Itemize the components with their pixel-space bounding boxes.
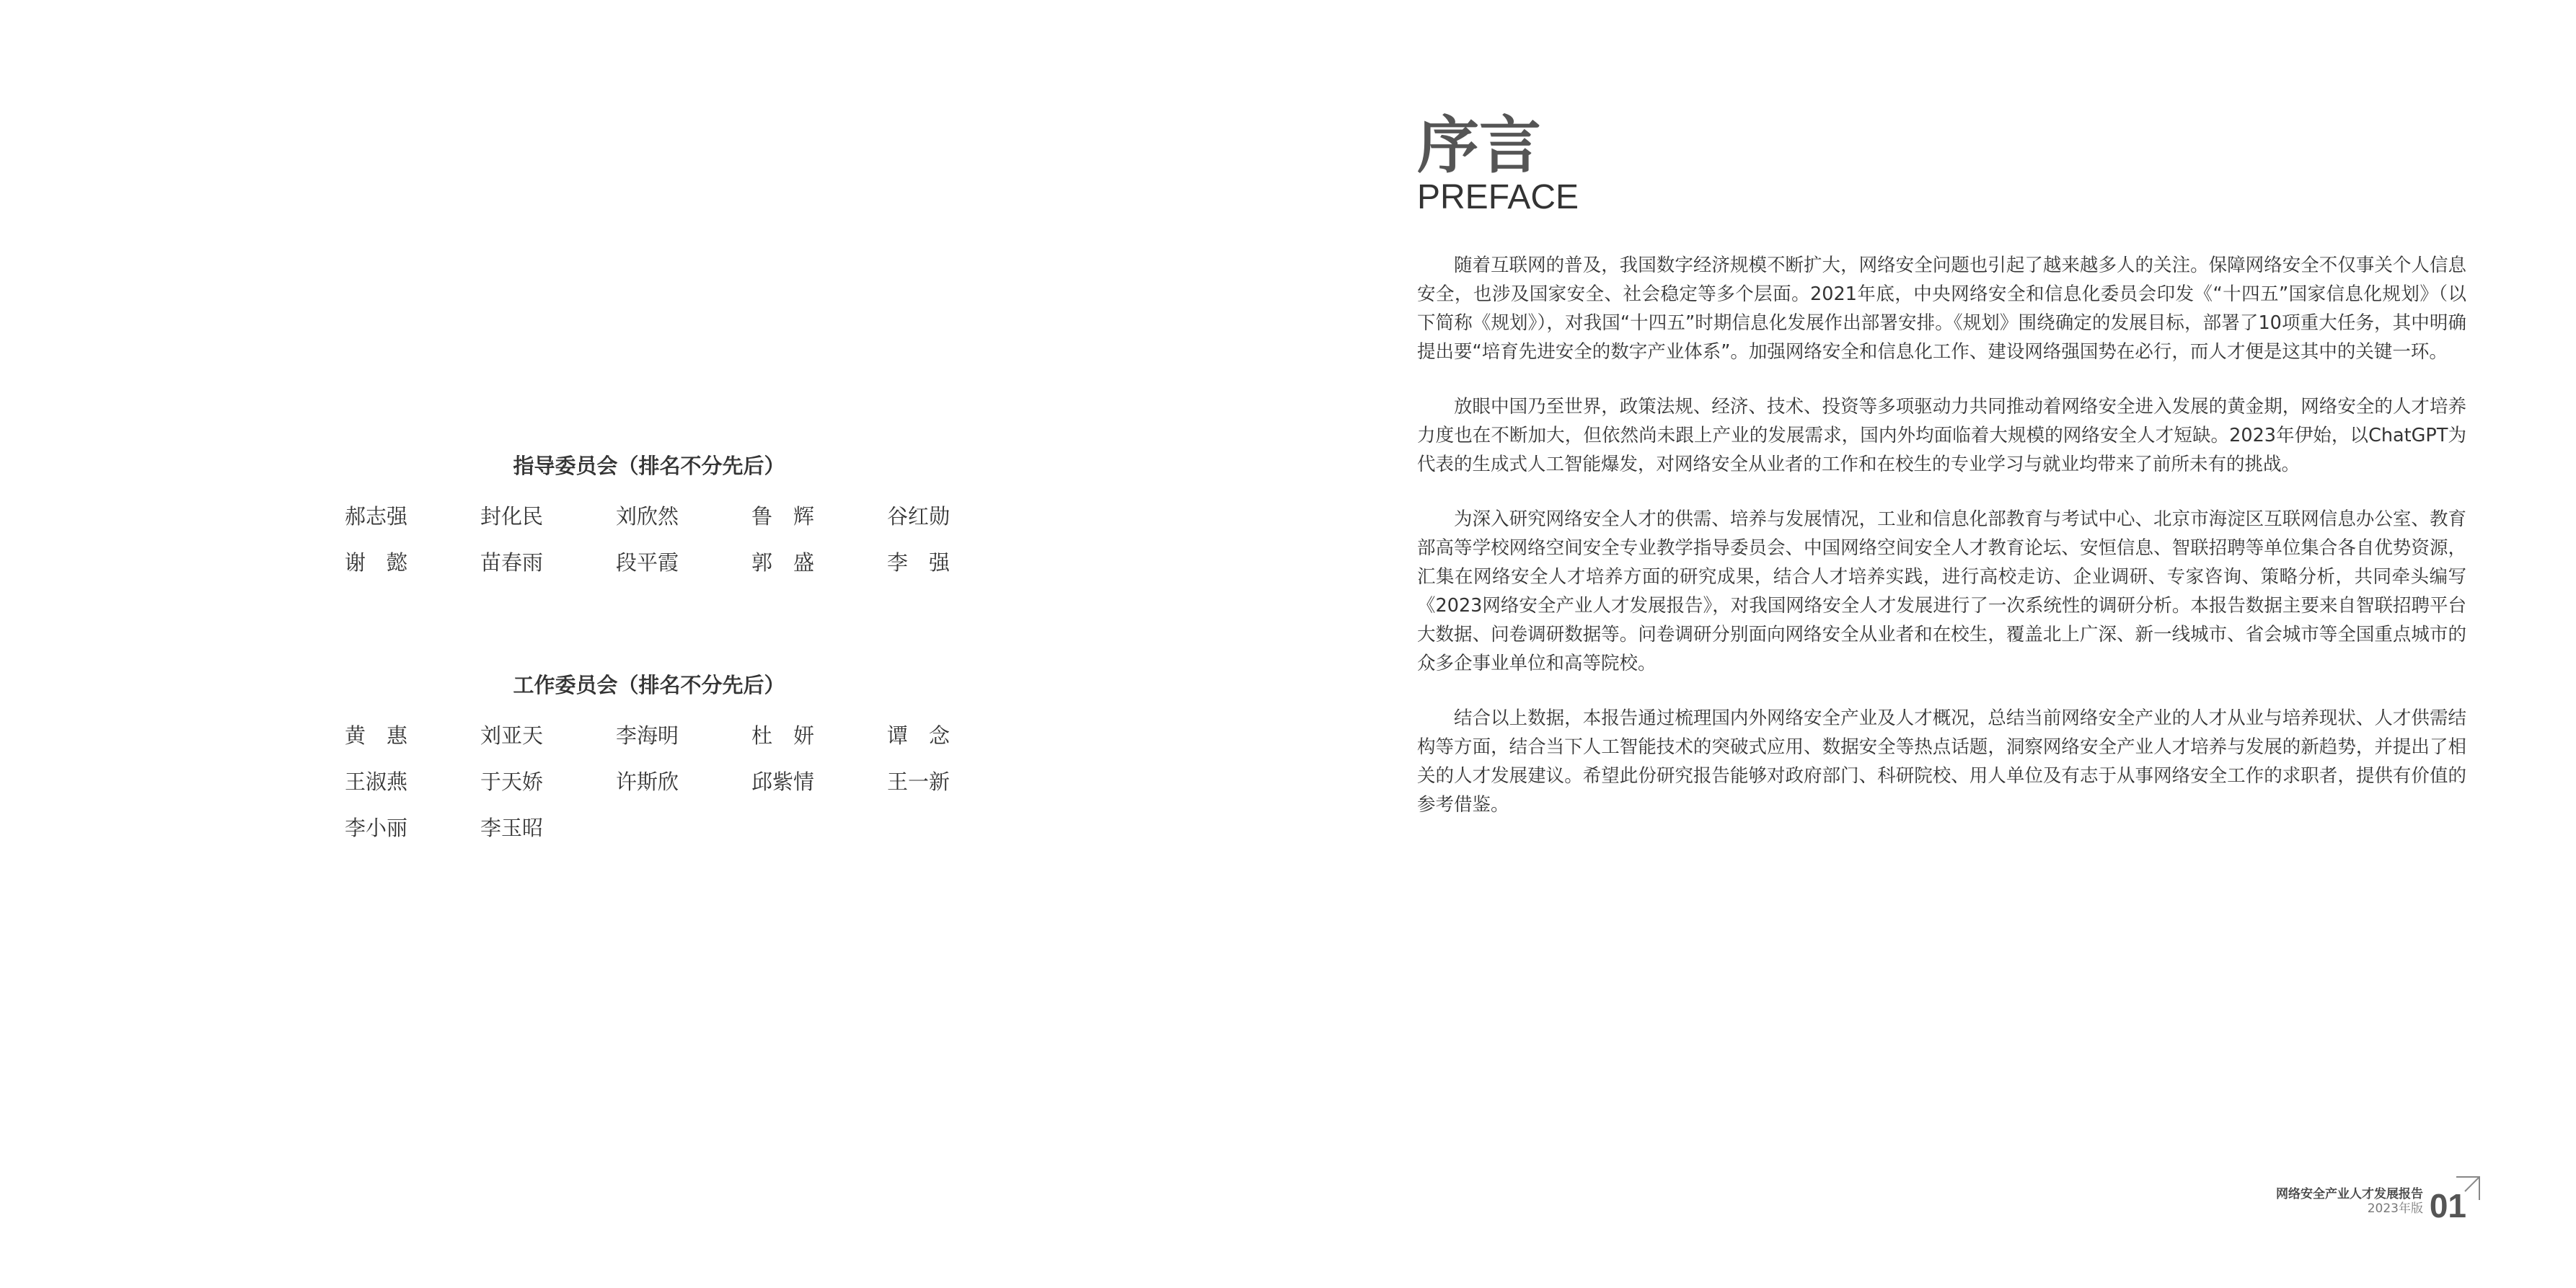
member-name: 郭 盛	[751, 550, 815, 575]
member-name: 郝志强	[345, 504, 408, 529]
member-name: 谷红勋	[887, 504, 950, 529]
member-name: 黄 惠	[345, 723, 408, 748]
footer-report-title: 网络安全产业人才发展报告	[2276, 1187, 2423, 1201]
preface-title: 序言	[1417, 110, 1541, 182]
member-name: 于天娇	[480, 769, 544, 794]
member-name: 李小丽	[345, 816, 408, 840]
steering-committee-heading: 指导委员会（排名不分先后）	[513, 454, 785, 478]
member-name: 段平霞	[616, 550, 679, 575]
member-name: 李 强	[887, 550, 950, 575]
footer-text	[2276, 1187, 2423, 1216]
member-name: 杜 妍	[751, 723, 815, 748]
page-number: 01	[2429, 1187, 2466, 1225]
preface-paragraph: 结合以上数据，本报告通过梳理国内外网络安全产业及人才概况，总结当前网络安全产业的人才从业与培养现状、人才供需结构等方面，结合当下人工智能技术的突破式应用、数据安全等热点话题，洞察网络安全产业人才培养与发展的新趋势，并提出了相关的人才发展建议。希望此份研究报告能够对政府部门、科研院校、用人单位及有志于从事网络安全工作的求职者，提供有价值的参考借鉴。	[1417, 707, 2466, 816]
working-committee-heading: 工作委员会（排名不分先后）	[513, 673, 785, 697]
corner-mark-icon	[2455, 1175, 2481, 1201]
member-name: 刘亚天	[480, 723, 544, 748]
steering-committee-list	[345, 502, 1023, 594]
member-name: 苗春雨	[480, 550, 544, 575]
member-name: 谢 懿	[345, 550, 408, 575]
preface-paragraph: 随着互联网的普及，我国数字经济规模不断扩大，网络安全问题也引起了越来越多人的关注。保障网络安全不仅事关个人信息安全，也涉及国家安全、社会稳定等多个层面。2021年底，中央网络安全和信息化委员会印发《“十四五”国家信息化规划》（以下简称《规划》），对我国“十四五”时期信息化发展作出部署安排。《规划》围绕确定的发展目标，部署了10项重大任务，其中明确提出要“培育先进安全的数字产业体系”。加强网络安全和信息化工作、建设网络强国势在必行，而人才便是这其中的关键一环。	[1417, 255, 2466, 363]
preface-paragraph: 为深入研究网络安全人才的供需、培养与发展情况，工业和信息化部教育与考试中心、北京市海淀区互联网信息办公室、教育部高等学校网络空间安全专业教学指导委员会、中国网络空间安全人才教育论坛、安恒信息、智联招聘等单位集合各自优势资源，汇集在网络安全人才培养方面的研究成果，结合人才培养实践，进行高校走访、企业调研、专家咨询、策略分析，共同牵头编写《2023网络安全产业人才发展报告》，对我国网络安全人才发展进行了一次系统性的调研分析。本报告数据主要来自智联招聘平台大数据、问卷调研数据等。问卷调研分别面向网络安全从业者和在校生，覆盖北上广深、新一线城市、省会城市等全国重点城市的众多企事业单位和高等院校。	[1417, 508, 2466, 674]
member-name: 王淑燕	[345, 769, 408, 794]
footer-edition: 2023年版	[2367, 1201, 2423, 1216]
member-name: 刘欣然	[616, 504, 679, 529]
working-committee-list	[345, 721, 1023, 860]
preface-subtitle: PREFACE	[1417, 178, 1579, 216]
member-name: 许斯欣	[616, 769, 679, 794]
member-name: 李玉昭	[480, 816, 544, 840]
member-name: 封化民	[480, 504, 544, 529]
preface-paragraph: 放眼中国乃至世界，政策法规、经济、技术、投资等多项驱动力共同推动着网络安全进入发展的黄金期，网络安全的人才培养力度也在不断加大，但依然尚未跟上产业的发展需求，国内外均面临着大规模的网络安全人才短缺。2023年伊始，以ChatGPT为代表的生成式人工智能爆发，对网络安全从业者的工作和在校生的专业学习与就业均带来了前所未有的挑战。	[1417, 396, 2466, 475]
member-name: 李海明	[616, 723, 679, 748]
member-name: 谭 念	[887, 723, 950, 748]
member-name: 邱紫情	[751, 769, 815, 794]
page-footer	[2163, 1175, 2481, 1225]
preface-body	[1417, 251, 2466, 845]
member-name: 王一新	[887, 769, 950, 794]
member-name: 鲁 辉	[751, 504, 815, 529]
